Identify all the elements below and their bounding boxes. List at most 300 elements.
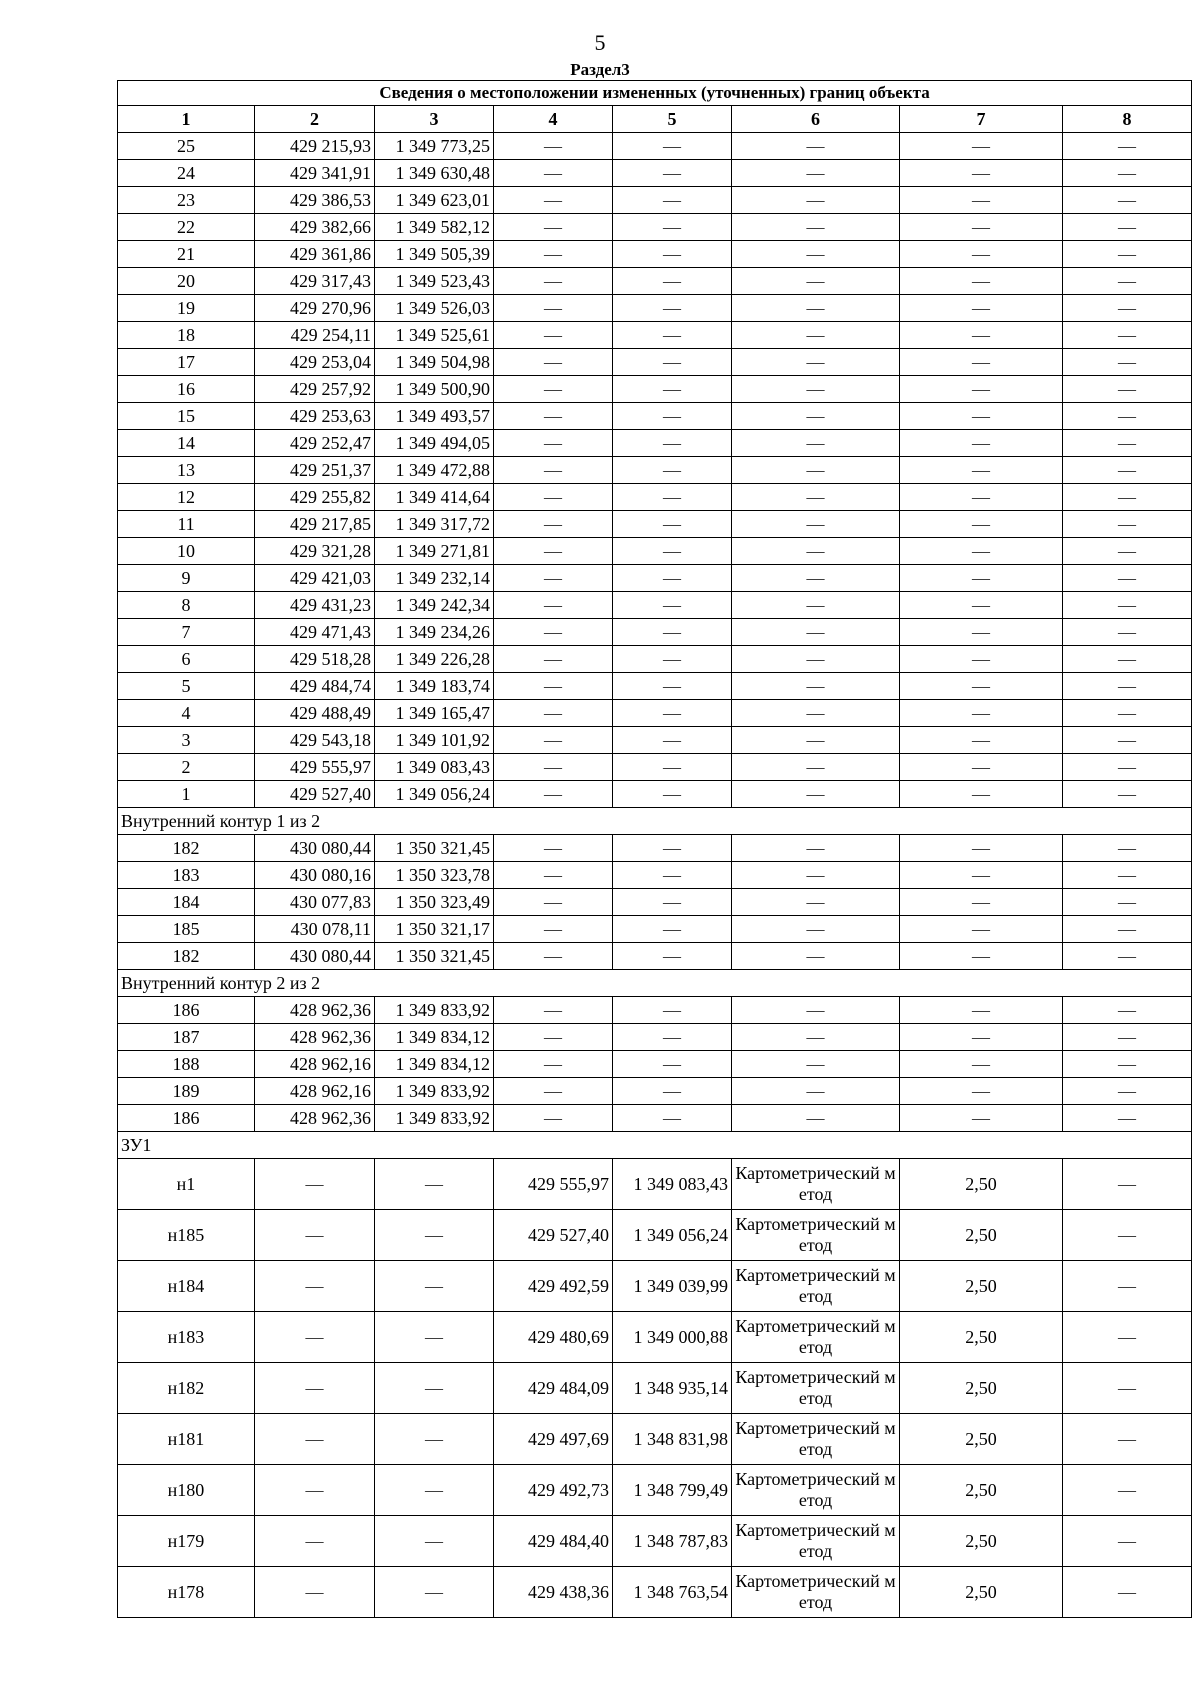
coordinate-y: 1 349 101,92 — [375, 727, 494, 754]
empty-value-dash: — — [732, 430, 900, 457]
empty-value-dash: — — [613, 943, 732, 970]
empty-value-dash: — — [900, 403, 1063, 430]
empty-value-dash: — — [494, 133, 613, 160]
coordinate-x: 429 317,43 — [255, 268, 375, 295]
determination-method: Картометрический метод — [732, 1261, 900, 1312]
empty-value-dash: — — [900, 457, 1063, 484]
empty-value-dash: — — [1063, 1363, 1192, 1414]
coordinate-y: 1 349 834,12 — [375, 1024, 494, 1051]
empty-value-dash: — — [732, 754, 900, 781]
table-row — [118, 781, 1192, 808]
empty-value-dash: — — [900, 943, 1063, 970]
empty-value-dash: — — [255, 1159, 375, 1210]
empty-value-dash: — — [1063, 1210, 1192, 1261]
coordinate-y: 1 349 317,72 — [375, 511, 494, 538]
empty-value-dash: — — [1063, 1261, 1192, 1312]
empty-value-dash: — — [1063, 673, 1192, 700]
coordinate-y: 1 349 833,92 — [375, 1105, 494, 1132]
new-coordinate-x: 429 438,36 — [494, 1567, 613, 1618]
new-coordinate-x: 429 492,59 — [494, 1261, 613, 1312]
coordinate-x: 429 543,18 — [255, 727, 375, 754]
point-number: 16 — [118, 376, 255, 403]
table-row — [118, 943, 1192, 970]
point-number: 13 — [118, 457, 255, 484]
coordinate-x: 429 341,91 — [255, 160, 375, 187]
empty-value-dash: — — [494, 916, 613, 943]
point-number: 25 — [118, 133, 255, 160]
coordinate-x: 430 080,16 — [255, 862, 375, 889]
new-coordinate-y: 1 348 831,98 — [613, 1414, 732, 1465]
coordinate-y: 1 350 321,45 — [375, 835, 494, 862]
empty-value-dash: — — [494, 700, 613, 727]
empty-value-dash: — — [732, 133, 900, 160]
coordinate-x: 429 251,37 — [255, 457, 375, 484]
coordinate-x: 429 471,43 — [255, 619, 375, 646]
empty-value-dash: — — [900, 295, 1063, 322]
table-row — [118, 268, 1192, 295]
empty-value-dash: — — [494, 646, 613, 673]
empty-value-dash: — — [613, 727, 732, 754]
accuracy-value: 2,50 — [900, 1516, 1063, 1567]
coordinate-x: 430 080,44 — [255, 943, 375, 970]
empty-value-dash: — — [613, 889, 732, 916]
new-coordinate-y: 1 348 935,14 — [613, 1363, 732, 1414]
empty-value-dash: — — [900, 916, 1063, 943]
empty-value-dash: — — [732, 268, 900, 295]
coordinate-x: 428 962,36 — [255, 1024, 375, 1051]
empty-value-dash: — — [900, 349, 1063, 376]
empty-value-dash: — — [494, 673, 613, 700]
empty-value-dash: — — [1063, 430, 1192, 457]
accuracy-value: 2,50 — [900, 1567, 1063, 1618]
new-coordinate-y: 1 348 763,54 — [613, 1567, 732, 1618]
empty-value-dash: — — [732, 241, 900, 268]
accuracy-value: 2,50 — [900, 1312, 1063, 1363]
empty-value-dash: — — [613, 187, 732, 214]
empty-value-dash: — — [613, 700, 732, 727]
empty-value-dash: — — [255, 1210, 375, 1261]
coordinate-y: 1 349 505,39 — [375, 241, 494, 268]
coordinate-x: 429 555,97 — [255, 754, 375, 781]
table-row — [118, 376, 1192, 403]
coordinate-x: 429 252,47 — [255, 430, 375, 457]
point-number: 1 — [118, 781, 255, 808]
empty-value-dash: — — [494, 781, 613, 808]
point-number: 19 — [118, 295, 255, 322]
column-number: 1 — [118, 106, 255, 133]
point-number: н183 — [118, 1312, 255, 1363]
empty-value-dash: — — [255, 1516, 375, 1567]
point-number: 2 — [118, 754, 255, 781]
empty-value-dash: — — [613, 160, 732, 187]
empty-value-dash: — — [1063, 646, 1192, 673]
empty-value-dash: — — [732, 889, 900, 916]
point-number: 18 — [118, 322, 255, 349]
empty-value-dash: — — [494, 565, 613, 592]
table-row — [118, 700, 1192, 727]
coordinate-y: 1 349 500,90 — [375, 376, 494, 403]
empty-value-dash: — — [613, 349, 732, 376]
determination-method: Картометрический метод — [732, 1210, 900, 1261]
empty-value-dash: — — [900, 727, 1063, 754]
empty-value-dash: — — [1063, 322, 1192, 349]
column-number: 3 — [375, 106, 494, 133]
table-row — [118, 457, 1192, 484]
empty-value-dash: — — [1063, 376, 1192, 403]
table-row — [118, 1024, 1192, 1051]
point-number: 183 — [118, 862, 255, 889]
empty-value-dash: — — [494, 430, 613, 457]
empty-value-dash: — — [1063, 997, 1192, 1024]
table-row — [118, 484, 1192, 511]
column-number: 4 — [494, 106, 613, 133]
coordinate-y: 1 349 504,98 — [375, 349, 494, 376]
empty-value-dash: — — [732, 916, 900, 943]
coordinate-y: 1 349 414,64 — [375, 484, 494, 511]
table-row — [118, 133, 1192, 160]
inner-contour-label-row — [118, 808, 1192, 835]
empty-value-dash: — — [732, 835, 900, 862]
table-body — [118, 133, 1192, 1618]
accuracy-value: 2,50 — [900, 1414, 1063, 1465]
empty-value-dash: — — [375, 1465, 494, 1516]
coordinate-y: 1 349 242,34 — [375, 592, 494, 619]
empty-value-dash: — — [900, 646, 1063, 673]
point-number: 186 — [118, 997, 255, 1024]
empty-value-dash: — — [1063, 1567, 1192, 1618]
point-number: 7 — [118, 619, 255, 646]
empty-value-dash: — — [1063, 457, 1192, 484]
empty-value-dash: — — [1063, 1516, 1192, 1567]
point-number: 17 — [118, 349, 255, 376]
new-coordinate-x: 429 497,69 — [494, 1414, 613, 1465]
coordinate-y: 1 349 833,92 — [375, 1078, 494, 1105]
empty-value-dash: — — [1063, 1414, 1192, 1465]
point-number: 188 — [118, 1051, 255, 1078]
point-number: н179 — [118, 1516, 255, 1567]
empty-value-dash: — — [255, 1465, 375, 1516]
empty-value-dash: — — [255, 1312, 375, 1363]
point-number: 182 — [118, 835, 255, 862]
empty-value-dash: — — [1063, 916, 1192, 943]
empty-value-dash: — — [732, 619, 900, 646]
empty-value-dash: — — [375, 1567, 494, 1618]
empty-value-dash: — — [1063, 295, 1192, 322]
point-number: 5 — [118, 673, 255, 700]
empty-value-dash: — — [1063, 403, 1192, 430]
table-row — [118, 916, 1192, 943]
table-row — [118, 862, 1192, 889]
empty-value-dash: — — [613, 916, 732, 943]
point-number: 9 — [118, 565, 255, 592]
empty-value-dash: — — [732, 187, 900, 214]
empty-value-dash: — — [900, 430, 1063, 457]
coordinate-y: 1 349 183,74 — [375, 673, 494, 700]
empty-value-dash: — — [732, 160, 900, 187]
coordinate-y: 1 350 323,78 — [375, 862, 494, 889]
empty-value-dash: — — [494, 943, 613, 970]
empty-value-dash: — — [900, 835, 1063, 862]
table-row — [118, 727, 1192, 754]
empty-value-dash: — — [375, 1312, 494, 1363]
empty-value-dash: — — [900, 754, 1063, 781]
empty-value-dash: — — [613, 781, 732, 808]
empty-value-dash: — — [732, 1078, 900, 1105]
empty-value-dash: — — [732, 376, 900, 403]
empty-value-dash: — — [613, 430, 732, 457]
empty-value-dash: — — [613, 268, 732, 295]
empty-value-dash: — — [732, 862, 900, 889]
coordinate-x: 429 321,28 — [255, 538, 375, 565]
empty-value-dash: — — [255, 1567, 375, 1618]
empty-value-dash: — — [900, 619, 1063, 646]
table-row — [118, 1312, 1192, 1363]
empty-value-dash: — — [1063, 1051, 1192, 1078]
point-number: 189 — [118, 1078, 255, 1105]
coordinate-x: 429 361,86 — [255, 241, 375, 268]
empty-value-dash: — — [494, 1078, 613, 1105]
new-coordinate-x: 429 527,40 — [494, 1210, 613, 1261]
empty-value-dash: — — [900, 592, 1063, 619]
empty-value-dash: — — [494, 268, 613, 295]
determination-method: Картометрический метод — [732, 1465, 900, 1516]
empty-value-dash: — — [1063, 160, 1192, 187]
point-number: 187 — [118, 1024, 255, 1051]
table-row — [118, 1516, 1192, 1567]
point-number: 3 — [118, 727, 255, 754]
empty-value-dash: — — [1063, 1105, 1192, 1132]
coordinate-y: 1 349 523,43 — [375, 268, 494, 295]
empty-value-dash: — — [613, 214, 732, 241]
empty-value-dash: — — [375, 1414, 494, 1465]
empty-value-dash: — — [494, 1051, 613, 1078]
point-number: 4 — [118, 700, 255, 727]
empty-value-dash: — — [732, 592, 900, 619]
coordinate-x: 429 527,40 — [255, 781, 375, 808]
point-number: 20 — [118, 268, 255, 295]
table-row — [118, 322, 1192, 349]
empty-value-dash: — — [1063, 592, 1192, 619]
table-row — [118, 1414, 1192, 1465]
empty-value-dash: — — [1063, 349, 1192, 376]
empty-value-dash: — — [494, 349, 613, 376]
table-row — [118, 160, 1192, 187]
accuracy-value: 2,50 — [900, 1159, 1063, 1210]
empty-value-dash: — — [900, 160, 1063, 187]
point-number: 12 — [118, 484, 255, 511]
coordinate-y: 1 349 582,12 — [375, 214, 494, 241]
empty-value-dash: — — [613, 241, 732, 268]
empty-value-dash: — — [494, 538, 613, 565]
coordinate-y: 1 349 623,01 — [375, 187, 494, 214]
table-title: Сведения о местоположении измененных (уточненных) границ объекта — [118, 81, 1192, 106]
empty-value-dash: — — [494, 403, 613, 430]
point-number: н1 — [118, 1159, 255, 1210]
point-number: 185 — [118, 916, 255, 943]
empty-value-dash: — — [900, 700, 1063, 727]
coordinate-y: 1 350 321,17 — [375, 916, 494, 943]
empty-value-dash: — — [900, 997, 1063, 1024]
empty-value-dash: — — [613, 835, 732, 862]
empty-value-dash: — — [613, 592, 732, 619]
empty-value-dash: — — [494, 160, 613, 187]
empty-value-dash: — — [375, 1159, 494, 1210]
empty-value-dash: — — [255, 1261, 375, 1312]
empty-value-dash: — — [1063, 1465, 1192, 1516]
empty-value-dash: — — [494, 835, 613, 862]
empty-value-dash: — — [1063, 511, 1192, 538]
coordinate-y: 1 349 833,92 — [375, 997, 494, 1024]
empty-value-dash: — — [375, 1363, 494, 1414]
empty-value-dash: — — [494, 187, 613, 214]
land-plot-label-row — [118, 1132, 1192, 1159]
empty-value-dash: — — [613, 511, 732, 538]
new-coordinate-x: 429 484,40 — [494, 1516, 613, 1567]
empty-value-dash: — — [900, 268, 1063, 295]
empty-value-dash: — — [1063, 700, 1192, 727]
empty-value-dash: — — [732, 646, 900, 673]
table-row — [118, 619, 1192, 646]
coordinate-y: 1 349 525,61 — [375, 322, 494, 349]
coordinate-x: 430 078,11 — [255, 916, 375, 943]
empty-value-dash: — — [1063, 565, 1192, 592]
point-number: 11 — [118, 511, 255, 538]
coordinate-x: 429 382,66 — [255, 214, 375, 241]
empty-value-dash: — — [900, 889, 1063, 916]
empty-value-dash: — — [494, 1024, 613, 1051]
empty-value-dash: — — [494, 295, 613, 322]
empty-value-dash: — — [613, 862, 732, 889]
empty-value-dash: — — [494, 1105, 613, 1132]
table-row — [118, 403, 1192, 430]
empty-value-dash: — — [900, 484, 1063, 511]
empty-value-dash: — — [900, 1105, 1063, 1132]
determination-method: Картометрический метод — [732, 1567, 900, 1618]
empty-value-dash: — — [1063, 1078, 1192, 1105]
empty-value-dash: — — [732, 781, 900, 808]
coordinate-x: 429 484,74 — [255, 673, 375, 700]
point-number: 24 — [118, 160, 255, 187]
coordinate-x: 429 518,28 — [255, 646, 375, 673]
table-row — [118, 1210, 1192, 1261]
empty-value-dash: — — [900, 1024, 1063, 1051]
empty-value-dash: — — [494, 592, 613, 619]
new-coordinate-y: 1 349 039,99 — [613, 1261, 732, 1312]
coordinate-y: 1 349 493,57 — [375, 403, 494, 430]
empty-value-dash: — — [900, 1051, 1063, 1078]
empty-value-dash: — — [494, 727, 613, 754]
empty-value-dash: — — [900, 322, 1063, 349]
empty-value-dash: — — [1063, 1312, 1192, 1363]
coordinate-x: 428 962,16 — [255, 1078, 375, 1105]
empty-value-dash: — — [494, 511, 613, 538]
empty-value-dash: — — [375, 1210, 494, 1261]
coordinate-y: 1 349 834,12 — [375, 1051, 494, 1078]
table-row — [118, 1051, 1192, 1078]
empty-value-dash: — — [732, 214, 900, 241]
empty-value-dash: — — [732, 484, 900, 511]
point-number: 186 — [118, 1105, 255, 1132]
coordinate-y: 1 349 494,05 — [375, 430, 494, 457]
empty-value-dash: — — [494, 997, 613, 1024]
empty-value-dash: — — [1063, 835, 1192, 862]
coordinate-x: 429 421,03 — [255, 565, 375, 592]
empty-value-dash: — — [1063, 754, 1192, 781]
empty-value-dash: — — [613, 619, 732, 646]
coordinate-y: 1 349 165,47 — [375, 700, 494, 727]
point-number: 23 — [118, 187, 255, 214]
inner-contour-label-row — [118, 970, 1192, 997]
empty-value-dash: — — [375, 1516, 494, 1567]
empty-value-dash: — — [613, 1078, 732, 1105]
coordinate-x: 429 255,82 — [255, 484, 375, 511]
point-number: 184 — [118, 889, 255, 916]
coordinate-x: 429 253,04 — [255, 349, 375, 376]
table-row — [118, 349, 1192, 376]
empty-value-dash: — — [494, 754, 613, 781]
empty-value-dash: — — [494, 889, 613, 916]
empty-value-dash: — — [732, 565, 900, 592]
empty-value-dash: — — [1063, 781, 1192, 808]
table-row — [118, 214, 1192, 241]
new-coordinate-x: 429 492,73 — [494, 1465, 613, 1516]
coordinate-y: 1 349 234,26 — [375, 619, 494, 646]
empty-value-dash: — — [1063, 943, 1192, 970]
table-row — [118, 1363, 1192, 1414]
empty-value-dash: — — [255, 1414, 375, 1465]
inner-contour-label: Внутренний контур 2 из 2 — [118, 970, 1192, 997]
empty-value-dash: — — [732, 511, 900, 538]
determination-method: Картометрический метод — [732, 1414, 900, 1465]
table-row — [118, 187, 1192, 214]
table-row — [118, 241, 1192, 268]
coordinate-x: 429 253,63 — [255, 403, 375, 430]
coordinate-x: 429 215,93 — [255, 133, 375, 160]
land-plot-label: ЗУ1 — [118, 1132, 1192, 1159]
coordinate-y: 1 349 056,24 — [375, 781, 494, 808]
column-number: 5 — [613, 106, 732, 133]
empty-value-dash: — — [732, 322, 900, 349]
coordinate-y: 1 350 321,45 — [375, 943, 494, 970]
coordinate-y: 1 349 232,14 — [375, 565, 494, 592]
empty-value-dash: — — [494, 619, 613, 646]
column-number: 8 — [1063, 106, 1192, 133]
empty-value-dash: — — [613, 673, 732, 700]
empty-value-dash: — — [613, 646, 732, 673]
inner-contour-label: Внутренний контур 1 из 2 — [118, 808, 1192, 835]
empty-value-dash: — — [900, 673, 1063, 700]
empty-value-dash: — — [255, 1363, 375, 1414]
table-row — [118, 1261, 1192, 1312]
point-number: н181 — [118, 1414, 255, 1465]
point-number: н180 — [118, 1465, 255, 1516]
empty-value-dash: — — [613, 1105, 732, 1132]
determination-method: Картометрический метод — [732, 1159, 900, 1210]
empty-value-dash: — — [732, 457, 900, 484]
empty-value-dash: — — [613, 538, 732, 565]
table-title-row — [118, 81, 1192, 106]
coordinate-x: 429 488,49 — [255, 700, 375, 727]
new-coordinate-y: 1 349 083,43 — [613, 1159, 732, 1210]
empty-value-dash: — — [613, 295, 732, 322]
coordinate-x: 430 080,44 — [255, 835, 375, 862]
empty-value-dash: — — [732, 1051, 900, 1078]
determination-method: Картометрический метод — [732, 1516, 900, 1567]
empty-value-dash: — — [900, 511, 1063, 538]
empty-value-dash: — — [494, 241, 613, 268]
page-number: 5 — [594, 30, 606, 55]
empty-value-dash: — — [1063, 133, 1192, 160]
